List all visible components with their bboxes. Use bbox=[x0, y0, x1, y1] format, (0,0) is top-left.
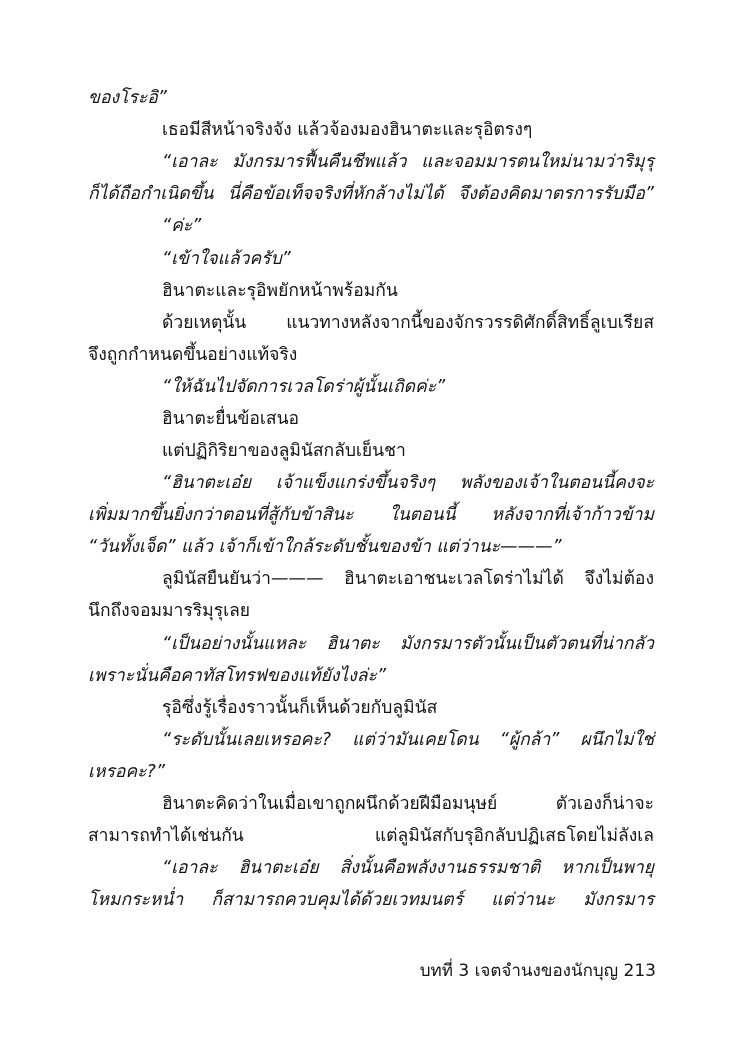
text-line: ฮินาตะและรุอิพยักหน้าพร้อมกัน bbox=[162, 281, 398, 301]
text-line: “ระดับนั้นเลยเหรอคะ? แต่ว่ามันเคยโดน “ผู้กล้า” ผนึกไม่ใช่ bbox=[162, 730, 654, 750]
text-line: “เข้าใจแล้วครับ” bbox=[162, 249, 291, 269]
text-line: ก็ได้ถือกำเนิดขึ้น นี่คือข้อเท็จจริงที่หักล้างไม่ได้ จึงต้องคิดมาตรการรับมือ” bbox=[88, 184, 654, 204]
text-line: ของโระอิ” bbox=[88, 88, 167, 108]
page-footer: บทที่ 3 เจตจำนงของนักบุญ 213 bbox=[419, 961, 656, 981]
text-line: “ค่ะ” bbox=[162, 216, 202, 236]
text-line: ด้วยเหตุนั้น แนวทางหลังจากนี้ของจักรวรรดิศักดิ์สิทธิ์ลูเบเรียส bbox=[162, 313, 654, 333]
text-line: “วันทั้งเจ็ด” แล้ว เจ้าก็เข้าใกล้ระดับชั้นของข้า แต่ว่านะ———” bbox=[88, 537, 562, 557]
text-line: เธอมีสีหน้าจริงจัง แล้วจ้องมองฮินาตะและรุอิตรงๆ bbox=[162, 120, 533, 140]
text-line: จึงถูกกำหนดขึ้นอย่างแท้จริง bbox=[88, 345, 298, 365]
text-line: เพราะนั่นคือคาทัสโทรฟของแท้ยังไงล่ะ” bbox=[88, 666, 386, 686]
text-line: รุอิซึ่งรู้เรื่องราวนั้นก็เห็นด้วยกับลูมินัส bbox=[162, 698, 438, 718]
text-line: “เอาละ ฮินาตะเอ๋ย สิ่งนั้นคือพลังงานธรรมชาติ หากเป็นพายุ bbox=[162, 858, 654, 878]
text-line: “ฮินาตะเอ๋ย เจ้าแข็งแกร่งขึ้นจริงๆ พลังของเจ้าในตอนนี้คงจะ bbox=[162, 473, 654, 493]
text-line: สามารถทำได้เช่นกัน แต่ลูมินัสกับรุอิกลับปฏิเสธโดยไม่ลังเล bbox=[88, 826, 654, 846]
text-line: นึกถึงจอมมารริมุรุเลย bbox=[88, 601, 251, 621]
text-line: แต่ปฏิกิริยาของลูมินัสกลับเย็นชา bbox=[162, 441, 406, 461]
text-line: ฮินาตะคิดว่าในเมื่อเขาถูกผนึกด้วยฝีมือมนุษย์ ตัวเองก็น่าจะ bbox=[162, 794, 654, 814]
text-line: “ให้ฉันไปจัดการเวลโดร่าผู้นั้นเถิดค่ะ” bbox=[162, 377, 446, 397]
text-line: ลูมินัสยืนยันว่า——— ฮินาตะเอาชนะเวลโดร่าไม่ได้ จึงไม่ต้อง bbox=[162, 569, 654, 589]
text-line: โหมกระหน่ำ ก็สามารถควบคุมได้ด้วยเวทมนตร์ แต่ว่านะ มังกรมาร bbox=[88, 890, 654, 910]
text-line: “เป็นอย่างนั้นแหละ ฮินาตะ มังกรมารตัวนั้นเป็นตัวตนที่น่ากลัว bbox=[162, 634, 654, 654]
text-line: เหรอคะ?” bbox=[88, 762, 165, 782]
text-line: “เอาละ มังกรมารฟื้นคืนชีพแล้ว และจอมมารตนใหม่นามว่าริมุรุ bbox=[162, 152, 654, 172]
text-line: เพิ่มมากขึ้นยิ่งกว่าตอนที่สู้กับข้าสินะ ในตอนนี้ หลังจากที่เจ้าก้าวข้าม bbox=[88, 505, 654, 525]
text-line: ฮินาตะยื่นข้อเสนอ bbox=[162, 409, 300, 429]
